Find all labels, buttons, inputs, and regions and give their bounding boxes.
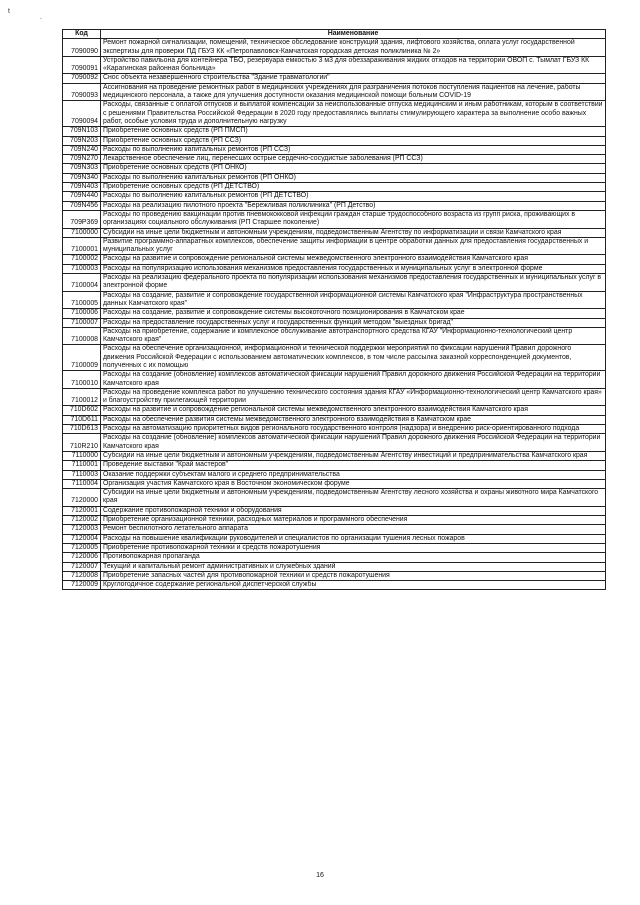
row-code: 7120005 — [63, 543, 101, 552]
table-row — [63, 434, 606, 452]
table-row — [63, 228, 606, 237]
row-name: Расходы по выполнению капитальных ремонтов (РП ОНКО) — [101, 173, 606, 182]
row-name: Приобретение организационной техники, расходных материалов и программного обеспечения — [101, 516, 606, 525]
row-name: Круглогодичное содержание региональной диспетчерской службы — [101, 581, 606, 590]
row-name: Оказание поддержки субъектам малого и среднего предпринимательства — [101, 470, 606, 479]
row-name: Расходы по выполнению капитальных ремонтов (РП ДЕТСТВО) — [101, 192, 606, 201]
row-name: Расходы по проведению вакцинации против пневмококковой инфекции граждан старше трудоспособного возраста из групп риска, проживающих в организациях социального обслуживания (РП Старшее поколение) — [101, 210, 606, 228]
table-row — [63, 291, 606, 309]
row-code: 7100003 — [63, 264, 101, 273]
table-row — [63, 461, 606, 470]
row-code: 7120003 — [63, 525, 101, 534]
row-code: 7120008 — [63, 571, 101, 580]
table-row — [63, 136, 606, 145]
row-name: Расходы на повышение квалификации руководителей и специалистов по организации тушения лесных пожаров — [101, 534, 606, 543]
table-row — [63, 506, 606, 515]
row-name: Субсидии на иные цели бюджетным и автономным учреждениям, подведомственным Агентству лесного хозяйства и охраны животного мира Камчатского края — [101, 489, 606, 507]
table-row — [63, 210, 606, 228]
row-name: Ремонт беспилотного летательного аппарата — [101, 525, 606, 534]
row-code: 7120007 — [63, 562, 101, 571]
row-name: Расходы по выполнению капитальных ремонтов (РП ССЗ) — [101, 145, 606, 154]
row-name: Расходы на обеспечение организационной, информационной и технической поддержки мероприятий по фиксации нарушений Правил дорожного движения Российской Федерации с использованием автоматических комплексов, в том числе рассылка заказной корреспонденцией документов, полученных с их помощью — [101, 345, 606, 371]
row-name: Лекарственное обеспечение лиц, перенесших острые сердечно-сосудистые заболевания (РП ССЗ) — [101, 155, 606, 164]
row-code: 709N340 — [63, 173, 101, 182]
row-code: 710D611 — [63, 415, 101, 424]
row-code: 7090090 — [63, 39, 101, 57]
table-row — [63, 543, 606, 552]
row-code: 709N440 — [63, 192, 101, 201]
table-header-row — [63, 30, 606, 39]
table-row — [63, 406, 606, 415]
row-name: Проведение выставки "Край мастеров" — [101, 461, 606, 470]
table-row — [63, 192, 606, 201]
row-name: Расходы на создание (обновление) комплексов автоматической фиксации нарушений Правил дорожного движения Российской Федерации на территории Камчатского края — [101, 371, 606, 389]
row-name: Устройство павильона для контейнера ТБО, резервуара емкостью 3 м3 для обеззараживания жидких отходов на территории ОВОП с. Тымлат ГБУЗ КК «Карагинская районная больница» — [101, 56, 606, 74]
row-name: Приобретение основных средств (РП ОНКО) — [101, 164, 606, 173]
table-row — [63, 183, 606, 192]
dot-mark: . — [40, 14, 42, 21]
table-row — [63, 173, 606, 182]
table-row — [63, 101, 606, 127]
row-name: Расходы на приобретение, содержание и комплексное обслуживание автотранспортного средства КГАУ "Информационно-технологический центр Камчатского края" — [101, 327, 606, 345]
row-name: Снос объекта незавершенного строительства "Здание травматологии" — [101, 74, 606, 83]
table-row — [63, 274, 606, 292]
row-code: 710D613 — [63, 425, 101, 434]
row-code: 7100002 — [63, 255, 101, 264]
row-name: Приобретение противопожарной техники и средств пожаротушения — [101, 543, 606, 552]
row-name: Расходы на обеспечение развития системы межведомственного электронного взаимодействия в Камчатском крае — [101, 415, 606, 424]
table-row — [63, 145, 606, 154]
row-code: 709N203 — [63, 136, 101, 145]
row-name: Расходы на автоматизацию приоритетных видов регионального государственного контроля (надзора) и внедрению риск-ориентированного подхода — [101, 425, 606, 434]
row-code: 7100008 — [63, 327, 101, 345]
row-code: 7110004 — [63, 479, 101, 488]
table-row — [63, 571, 606, 580]
row-code: 7100010 — [63, 371, 101, 389]
table-row — [63, 345, 606, 371]
row-name: Расходы на создание, развитие и сопровождение государственной информационной системы Камчатского края "Инфраструктура пространственных данных Камчатского края" — [101, 291, 606, 309]
row-code: 7120000 — [63, 489, 101, 507]
row-name: Ремонт пожарной сигнализации, помещений, техническое обследование конструкций здания, лифтового хозяйства, оплата услуг государственной экспертизы для проверки ПД ГБУЗ КК «Петропавловск-Камчатская городская детская поликлиника № 2» — [101, 39, 606, 57]
table-row — [63, 451, 606, 460]
table-row — [63, 155, 606, 164]
corner-mark: t — [8, 8, 10, 15]
row-code: 709N403 — [63, 183, 101, 192]
table-row — [63, 371, 606, 389]
row-name: Приобретение основных средств (РП ССЗ) — [101, 136, 606, 145]
row-name: Развитие программно-аппаратных комплексов, обеспечение защиты информации в центре обработки данных для предоставления государственных и муниципальных услуг — [101, 237, 606, 255]
row-code: 7110000 — [63, 451, 101, 460]
table-row — [63, 516, 606, 525]
table-row — [63, 553, 606, 562]
budget-codes-table — [62, 29, 606, 590]
table-row — [63, 534, 606, 543]
row-name: Противопожарная пропаганда — [101, 553, 606, 562]
table-row — [63, 255, 606, 264]
row-name: Субсидии на иные цели бюджетным и автономным учреждениям, подведомственным Агентству инвестиций и предпринимательства Камчатского края — [101, 451, 606, 460]
table-row — [63, 83, 606, 101]
row-code: 7110003 — [63, 470, 101, 479]
table-row — [63, 318, 606, 327]
row-name: Приобретение основных средств (РП ДЕТСТВО) — [101, 183, 606, 192]
row-name: Расходы на развитие и сопровождение региональной системы межведомственного электронного взаимодействия Камчатского края — [101, 406, 606, 415]
row-name: Организация участия Камчатского края в Восточном экономическом форуме — [101, 479, 606, 488]
row-code: 709N456 — [63, 201, 101, 210]
header-code: Код — [63, 30, 101, 39]
table-row — [63, 388, 606, 406]
row-name: Приобретение основных средств (РП ПМСП) — [101, 127, 606, 136]
row-code: 7120004 — [63, 534, 101, 543]
row-name: Расходы на популяризацию использования механизмов предоставления государственных и муниципальных услуг в электронной форме — [101, 264, 606, 273]
row-name: Текущий и капитальный ремонт административных и служебных зданий — [101, 562, 606, 571]
row-code: 7120002 — [63, 516, 101, 525]
row-code: 7100006 — [63, 309, 101, 318]
row-name: Содержание противопожарной техники и оборудования — [101, 506, 606, 515]
row-code: 7100007 — [63, 318, 101, 327]
row-code: 7100005 — [63, 291, 101, 309]
page-number: 16 — [316, 872, 324, 879]
table-row — [63, 201, 606, 210]
row-code: 7100012 — [63, 388, 101, 406]
row-code: 7090093 — [63, 83, 101, 101]
table-row — [63, 264, 606, 273]
table-row — [63, 415, 606, 424]
row-code: 709N103 — [63, 127, 101, 136]
table-row — [63, 479, 606, 488]
row-name: Расходы на реализацию пилотного проекта "Бережливая поликлиника" (РП Детство) — [101, 201, 606, 210]
row-code: 7120001 — [63, 506, 101, 515]
row-code: 709N270 — [63, 155, 101, 164]
row-name: Расходы на предоставление государственных услуг и государственных функций методом "выездных бригад" — [101, 318, 606, 327]
row-code: 710R210 — [63, 434, 101, 452]
table-row — [63, 164, 606, 173]
row-name: Расходы, связанные с оплатой отпусков и выплатой компенсации за неиспользованные отпуска медицинским и иным работникам, которым в соответствии с решениями Правительства Российской Федерации в 2020 году предоставлялись выплаты стимулирующего характера за выполнение особо важных работ, особые условия труда и дополнительную нагрузку — [101, 101, 606, 127]
table-row — [63, 470, 606, 479]
row-name: Ассигнования на проведение ремонтных работ в медицинских учреждениях для разграничения потоков поступления пациентов на лечение, работы медицинского персонала, а также для улучшения доступности оказания медицинской помощи больным COVID-19 — [101, 83, 606, 101]
table-row — [63, 489, 606, 507]
row-code: 7090094 — [63, 101, 101, 127]
table-row — [63, 39, 606, 57]
row-name: Расходы на развитие и сопровождение региональной системы межведомственного электронного взаимодействия Камчатского края — [101, 255, 606, 264]
table-row — [63, 581, 606, 590]
table-row — [63, 74, 606, 83]
table-row — [63, 237, 606, 255]
table-row — [63, 562, 606, 571]
row-code: 7120009 — [63, 581, 101, 590]
row-name: Субсидии на иные цели бюджетным и автономным учреждениям, подведомственным Агентству по информатизации и связи Камчатского края — [101, 228, 606, 237]
row-code: 709P369 — [63, 210, 101, 228]
table-body — [63, 39, 606, 590]
row-name: Расходы на создание (обновление) комплексов автоматической фиксации нарушений Правил дорожного движения Российской Федерации на территории Камчатского края — [101, 434, 606, 452]
table-row — [63, 127, 606, 136]
row-code: 7100009 — [63, 345, 101, 371]
row-code: 710D602 — [63, 406, 101, 415]
row-name: Расходы на проведение комплекса работ по улучшению технического состояния здания КГАУ «Информационно-технологический центр Камчатского края» и благоустройству прилегающей территории — [101, 388, 606, 406]
table-row — [63, 525, 606, 534]
row-name: Расходы на реализацию федерального проекта по популяризации использования механизмов предоставления государственных и муниципальных услуг в электронной форме — [101, 274, 606, 292]
row-code: 7120006 — [63, 553, 101, 562]
table-row — [63, 327, 606, 345]
row-name: Расходы на создание, развитие и сопровождение системы высокоточного позиционирования в Камчатском крае — [101, 309, 606, 318]
row-name: Приобретение запасных частей для противопожарной техники и средств пожаротушения — [101, 571, 606, 580]
row-code: 7110001 — [63, 461, 101, 470]
row-code: 7100001 — [63, 237, 101, 255]
row-code: 7090091 — [63, 56, 101, 74]
row-code: 7100000 — [63, 228, 101, 237]
table-row — [63, 56, 606, 74]
table-row — [63, 425, 606, 434]
table-row — [63, 309, 606, 318]
row-code: 709N303 — [63, 164, 101, 173]
header-name: Наименование — [101, 30, 606, 39]
row-code: 7100004 — [63, 274, 101, 292]
row-code: 709N240 — [63, 145, 101, 154]
row-code: 7090092 — [63, 74, 101, 83]
